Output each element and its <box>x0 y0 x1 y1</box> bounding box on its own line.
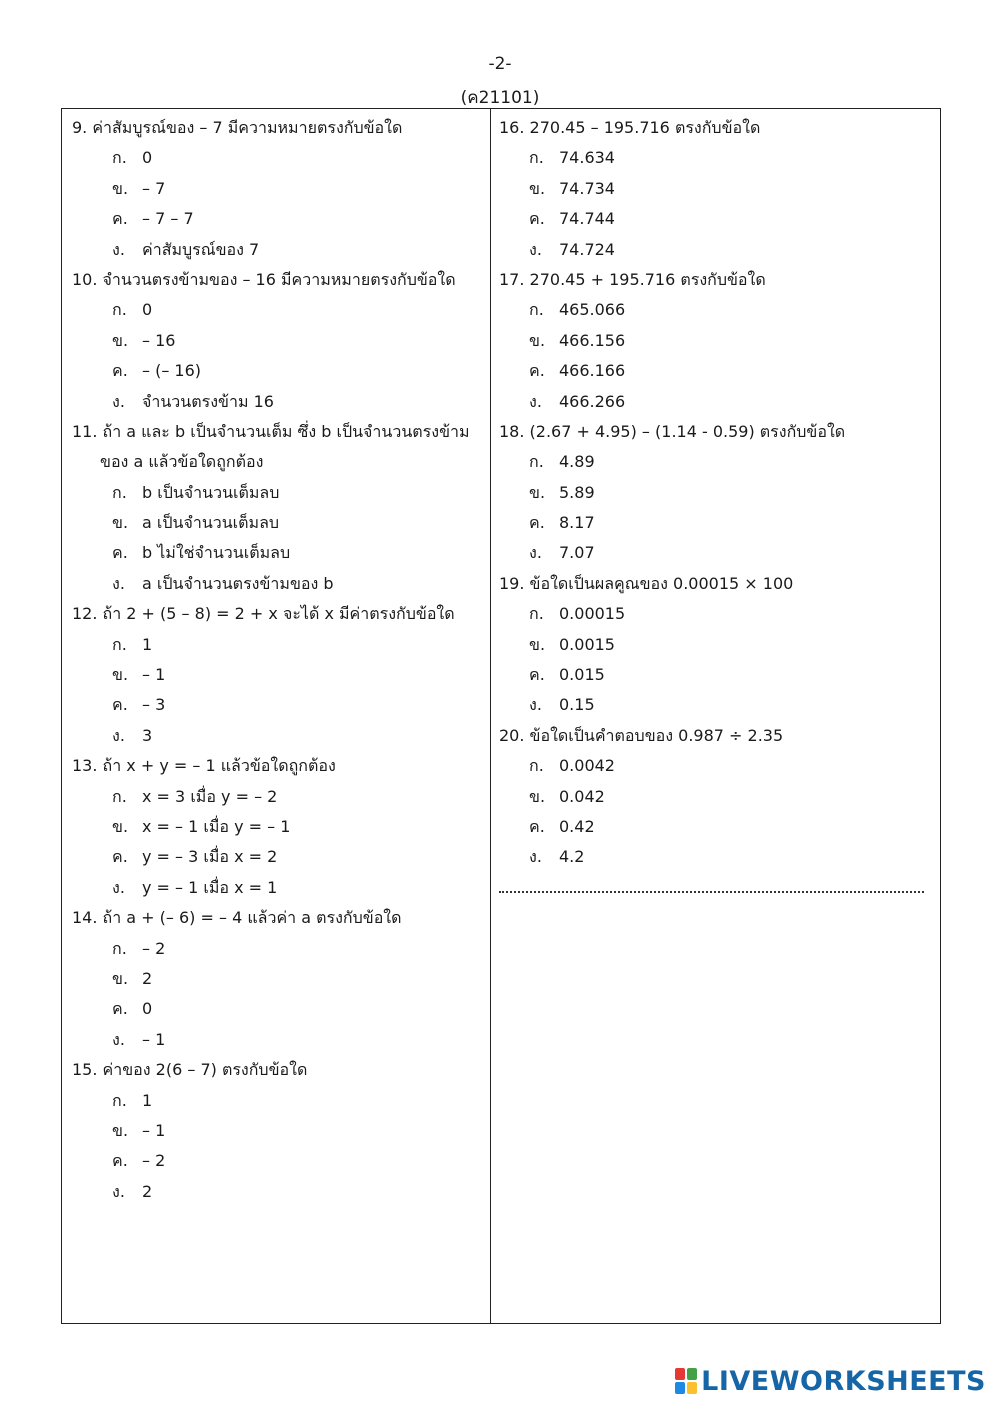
option-text: x = – 1 เมื่อ y = – 1 <box>142 816 291 836</box>
answer-option[interactable] <box>499 235 934 265</box>
option-label: ง. <box>112 239 125 259</box>
option-text: x = 3 เมื่อ y = – 2 <box>142 786 278 806</box>
option-label: ง. <box>529 695 542 715</box>
answer-option[interactable] <box>72 782 482 812</box>
option-text: 466.156 <box>559 330 626 350</box>
question-text: 17. 270.45 + 195.716 ตรงกับข้อใด <box>499 269 766 289</box>
option-label: ข. <box>112 968 129 988</box>
option-text: – 2 <box>142 1151 166 1171</box>
answer-option[interactable] <box>499 782 934 812</box>
option-label: ค. <box>112 999 128 1019</box>
answer-option[interactable] <box>72 1086 482 1116</box>
answer-option[interactable] <box>499 204 934 234</box>
option-label: ก. <box>529 300 544 320</box>
liveworksheets-logo <box>675 1364 986 1398</box>
option-text: 0.15 <box>559 695 595 715</box>
option-text: 0.00015 <box>559 604 626 624</box>
answer-option[interactable] <box>499 812 934 842</box>
answer-option[interactable] <box>499 538 934 568</box>
option-label: ค. <box>529 361 545 381</box>
option-label: ง. <box>112 877 125 897</box>
answer-option[interactable] <box>499 387 934 417</box>
answer-option[interactable] <box>72 326 482 356</box>
option-text: 74.744 <box>559 209 615 229</box>
question-text-continued: ของ a แล้วข้อใดถูกต้อง <box>100 452 264 472</box>
question-text: 19. ข้อใดเป็นผลคูณของ 0.00015 × 100 <box>499 573 794 593</box>
answer-option[interactable] <box>72 478 482 508</box>
course-code: (ค21101) <box>460 88 540 108</box>
option-text: 4.89 <box>559 452 595 472</box>
option-text: 466.266 <box>559 391 626 411</box>
option-text: 5.89 <box>559 482 595 502</box>
option-text: 466.166 <box>559 361 626 381</box>
option-label: ก. <box>112 786 127 806</box>
question-text: 14. ถ้า a + (– 6) = – 4 แล้วค่า a ตรงกับข้อใด <box>72 908 402 928</box>
answer-option[interactable] <box>499 751 934 781</box>
option-text: 74.724 <box>559 239 615 259</box>
option-label: ก. <box>529 756 544 776</box>
option-label: ก. <box>112 148 127 168</box>
option-label: ก. <box>112 634 127 654</box>
option-label: ค. <box>529 513 545 533</box>
answer-option[interactable] <box>72 1025 482 1055</box>
question-text: 20. ข้อใดเป็นคำตอบของ 0.987 ÷ 2.35 <box>499 725 784 745</box>
option-label: ค. <box>529 665 545 685</box>
answer-option[interactable] <box>499 690 934 720</box>
option-label: ง. <box>112 573 125 593</box>
option-text: 0.42 <box>559 816 595 836</box>
answer-option[interactable] <box>499 478 934 508</box>
option-label: ค. <box>112 695 128 715</box>
option-text: 1 <box>142 1090 153 1110</box>
option-label: ค. <box>112 1151 128 1171</box>
answer-option[interactable] <box>72 538 482 568</box>
answer-option[interactable] <box>72 1146 482 1176</box>
question-text: 12. ถ้า 2 + (5 – 8) = 2 + x จะได้ x มีค่าตรงกับข้อใด <box>72 604 455 624</box>
answer-option[interactable] <box>72 143 482 173</box>
option-text: 0 <box>142 148 153 168</box>
option-text: 0 <box>142 999 153 1019</box>
dotted-answer-line <box>499 881 924 893</box>
answer-option[interactable] <box>72 630 482 660</box>
option-label: ก. <box>112 300 127 320</box>
page-number: -2- <box>488 54 512 74</box>
answer-option[interactable] <box>499 447 934 477</box>
option-label: ง. <box>529 239 542 259</box>
option-label: ข. <box>112 330 129 350</box>
answer-option[interactable] <box>72 660 482 690</box>
option-label: ก. <box>529 604 544 624</box>
option-label: ข. <box>529 482 546 502</box>
answer-option[interactable] <box>72 721 482 751</box>
answer-option[interactable] <box>72 235 482 265</box>
option-label: ข. <box>112 513 129 533</box>
answer-option[interactable] <box>499 508 934 538</box>
answer-option[interactable] <box>72 690 482 720</box>
option-text: 0.042 <box>559 786 605 806</box>
answer-option[interactable] <box>72 1177 482 1207</box>
option-text: a เป็นจำนวนตรงข้ามของ b <box>142 573 334 593</box>
option-label: ค. <box>112 361 128 381</box>
answer-option[interactable] <box>72 873 482 903</box>
answer-option[interactable] <box>72 934 482 964</box>
question-text: 15. ค่าของ 2(6 – 7) ตรงกับข้อใด <box>72 1060 308 1080</box>
option-label: ค. <box>529 816 545 836</box>
option-label: ง. <box>112 1181 125 1201</box>
option-text: 7.07 <box>559 543 595 563</box>
answer-option[interactable] <box>72 994 482 1024</box>
answer-option[interactable] <box>72 174 482 204</box>
option-label: ก. <box>529 452 544 472</box>
answer-option[interactable] <box>499 295 934 325</box>
option-text: 0.0042 <box>559 756 615 776</box>
option-label: ง. <box>529 847 542 867</box>
question-text: 16. 270.45 – 195.716 ตรงกับข้อใด <box>499 118 761 137</box>
option-label: ก. <box>112 1090 127 1110</box>
option-text: – (– 16) <box>142 361 202 381</box>
option-label: ง. <box>112 1029 125 1049</box>
option-label: ง. <box>529 391 542 411</box>
option-label: ก. <box>112 938 127 958</box>
option-label: ง. <box>112 391 125 411</box>
question-table <box>61 108 941 1324</box>
option-text: – 1 <box>142 1029 166 1049</box>
option-text: 3 <box>142 725 153 745</box>
option-label: ง. <box>112 725 125 745</box>
option-label: ง. <box>529 543 542 563</box>
option-label: ข. <box>112 178 129 198</box>
option-text: 0.015 <box>559 665 605 685</box>
option-text: 465.066 <box>559 300 626 320</box>
answer-option[interactable] <box>72 964 482 994</box>
option-label: ค. <box>112 209 128 229</box>
option-label: ข. <box>529 786 546 806</box>
answer-option[interactable] <box>72 204 482 234</box>
answer-option[interactable] <box>72 812 482 842</box>
logo-text: LIVEWORKSHEETS <box>701 1365 986 1397</box>
answer-option[interactable] <box>499 660 934 690</box>
answer-option[interactable] <box>499 630 934 660</box>
option-text: 1 <box>142 634 153 654</box>
option-text: – 3 <box>142 695 166 715</box>
option-label: ค. <box>112 847 128 867</box>
option-label: ข. <box>112 816 129 836</box>
answer-option[interactable] <box>499 143 934 173</box>
option-text: 74.734 <box>559 178 615 198</box>
option-text: – 16 <box>142 330 176 350</box>
question-text: 10. จำนวนตรงข้ามของ – 16 มีความหมายตรงกับข้อใด <box>72 269 456 289</box>
option-text: 4.2 <box>559 847 585 867</box>
option-text: b ไม่ใช่จำนวนเต็มลบ <box>142 543 291 563</box>
option-text: a เป็นจำนวนเต็มลบ <box>142 513 280 533</box>
option-label: ข. <box>529 330 546 350</box>
question-text: 11. ถ้า a และ b เป็นจำนวนเต็ม ซึ่ง b เป็นจำนวนตรงข้าม <box>72 421 470 441</box>
option-text: 74.634 <box>559 148 615 168</box>
option-text: – 2 <box>142 938 166 958</box>
option-text: 2 <box>142 968 153 988</box>
option-text: 0.0015 <box>559 634 615 654</box>
option-label: ข. <box>529 178 546 198</box>
right-column <box>499 113 934 893</box>
answer-option[interactable] <box>72 387 482 417</box>
option-text: ค่าสัมบูรณ์ของ 7 <box>142 239 260 259</box>
option-label: ข. <box>529 634 546 654</box>
option-text: จำนวนตรงข้าม 16 <box>142 391 274 411</box>
option-text: y = – 3 เมื่อ x = 2 <box>142 847 278 867</box>
answer-option[interactable] <box>499 599 934 629</box>
option-text: – 7 <box>142 178 166 198</box>
option-text: 0 <box>142 300 153 320</box>
option-text: – 1 <box>142 1120 166 1140</box>
left-column <box>72 113 482 1207</box>
answer-option[interactable] <box>72 569 482 599</box>
question-text: 18. (2.67 + 4.95) – (1.14 - 0.59) ตรงกับข้อใด <box>499 421 846 441</box>
option-label: ค. <box>112 543 128 563</box>
option-label: ค. <box>529 209 545 229</box>
answer-option[interactable] <box>499 174 934 204</box>
option-text: 2 <box>142 1181 153 1201</box>
column-divider <box>490 109 491 1323</box>
option-label: ข. <box>112 665 129 685</box>
answer-option[interactable] <box>499 842 934 872</box>
option-text: y = – 1 เมื่อ x = 1 <box>142 877 278 897</box>
option-text: b เป็นจำนวนเต็มลบ <box>142 482 280 502</box>
answer-option[interactable] <box>72 356 482 386</box>
option-text: – 1 <box>142 665 166 685</box>
answer-option[interactable] <box>499 356 934 386</box>
option-text: 8.17 <box>559 513 595 533</box>
answer-option[interactable] <box>72 842 482 872</box>
answer-option[interactable] <box>72 1116 482 1146</box>
logo-mark-icon <box>675 1368 697 1394</box>
answer-option[interactable] <box>72 295 482 325</box>
answer-option[interactable] <box>499 326 934 356</box>
option-label: ข. <box>112 1120 129 1140</box>
option-label: ก. <box>529 148 544 168</box>
option-label: ก. <box>112 482 127 502</box>
question-text: 9. ค่าสัมบูรณ์ของ – 7 มีความหมายตรงกับข้อใด <box>72 118 403 137</box>
option-text: – 7 – 7 <box>142 209 194 229</box>
question-text: 13. ถ้า x + y = – 1 แล้วข้อใดถูกต้อง <box>72 756 336 776</box>
answer-option[interactable] <box>72 508 482 538</box>
